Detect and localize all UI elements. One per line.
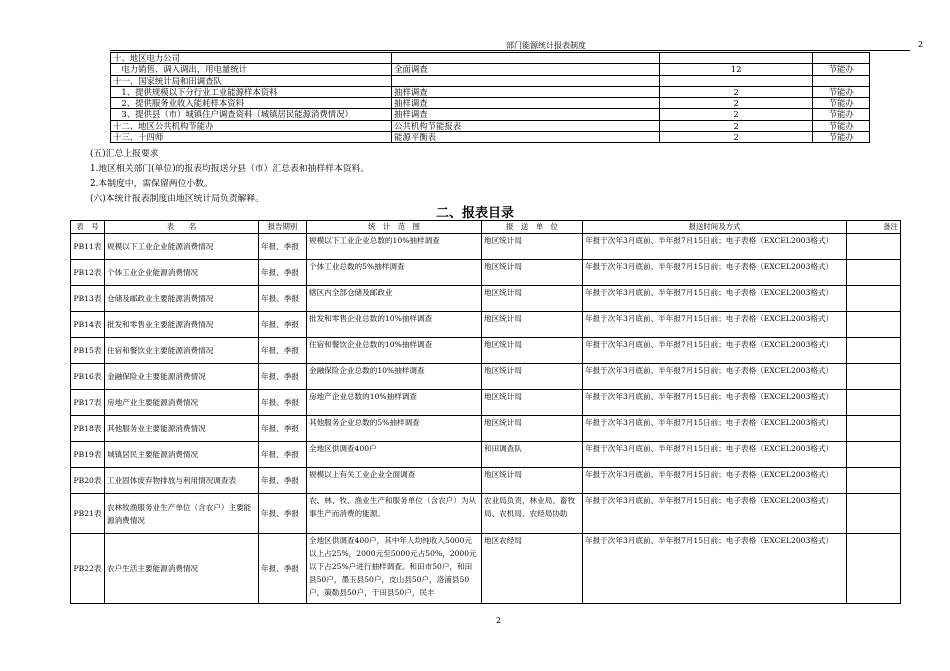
table-row bbox=[111, 64, 870, 75]
table-cell: 年报于次年3月底前、半年报7月15日前；电子表格（EXCEL2003格式） bbox=[583, 312, 847, 338]
table-cell: 年报于次年3月底前、半年报7月15日前；电子表格（EXCEL2003格式） bbox=[583, 364, 847, 390]
table-row bbox=[111, 86, 870, 97]
table-row bbox=[71, 234, 901, 260]
header-title: 部门能源统计报表制度 bbox=[506, 41, 586, 50]
table-cell bbox=[392, 53, 660, 64]
table-cell: PB11表 bbox=[71, 234, 105, 260]
table-cell: 年报、季报 bbox=[259, 390, 307, 416]
remark-cell bbox=[847, 534, 901, 604]
table-cell: 地区统计局 bbox=[482, 468, 583, 494]
catalog-header-row bbox=[71, 221, 901, 234]
table-row bbox=[71, 494, 901, 534]
table-cell: 工业固体废弃物排放与利用情况调查表 bbox=[105, 468, 259, 494]
table-cell: 仓储及邮政业主要能源消费情况 bbox=[105, 286, 259, 312]
table-cell: 年报于次年3月底前、半年报7月15日前；电子表格（EXCEL2003格式） bbox=[583, 468, 847, 494]
department-report-table bbox=[110, 52, 870, 143]
table-cell: 年报于次年3月底前、半年报7月15日前；电子表格（EXCEL2003格式） bbox=[583, 286, 847, 312]
table-cell: 地区统计局 bbox=[482, 364, 583, 390]
table-cell: 辖区内全部仓储及邮政业 bbox=[307, 286, 482, 312]
remark-cell bbox=[847, 286, 901, 312]
table-cell: 年报于次年3月底前、半年报7月15日前；电子表格（EXCEL2003格式） bbox=[583, 534, 847, 604]
table-cell: 12 bbox=[659, 64, 812, 75]
table-cell: 年报于次年3月底前、半年报7月15日前；电子表格（EXCEL2003格式） bbox=[583, 494, 847, 534]
table-cell bbox=[813, 75, 870, 86]
table-cell: 地区农经局 bbox=[482, 534, 583, 604]
table-cell: PB19表 bbox=[71, 442, 105, 468]
remark-cell bbox=[847, 442, 901, 468]
table-row bbox=[111, 75, 870, 86]
table-cell: 农户生活主要能源消费情况 bbox=[105, 534, 259, 604]
notes-block bbox=[90, 147, 369, 207]
table-row bbox=[71, 260, 901, 286]
table-cell: 年报、季报 bbox=[259, 312, 307, 338]
table-cell: 房地产业主要能源消费情况 bbox=[105, 390, 259, 416]
table-cell bbox=[392, 75, 660, 86]
table-cell: 十一、国家统计局和田调查队 bbox=[111, 75, 392, 86]
table-cell: 年报于次年3月底前、半年报7月15日前；电子表格（EXCEL2003格式） bbox=[583, 260, 847, 286]
table-cell: PB14表 bbox=[71, 312, 105, 338]
table-cell: 规模以下工业企业能源消费情况 bbox=[105, 234, 259, 260]
header-cell: 报告期别 bbox=[259, 221, 307, 234]
table-row bbox=[111, 120, 870, 131]
table-cell: PB13表 bbox=[71, 286, 105, 312]
table-cell: 节能办 bbox=[813, 86, 870, 97]
table-cell: 地区统计局 bbox=[482, 234, 583, 260]
table-cell: 批发和零售企业总数的10%抽样调查 bbox=[307, 312, 482, 338]
table-cell: 十二、地区公共机构节能办 bbox=[111, 120, 392, 131]
table-cell: 住宿和餐饮企业总数的10%抽样调查 bbox=[307, 338, 482, 364]
header-rule bbox=[110, 50, 910, 51]
note-line: (六)本统计报表制度由地区统计局负责解释。 bbox=[90, 194, 265, 204]
table-cell: 2 bbox=[659, 132, 812, 143]
table-cell: 其他服务业主要能源消费情况 bbox=[105, 416, 259, 442]
table-cell: 金融保险企业总数的10%抽样调查 bbox=[307, 364, 482, 390]
table-cell: 全地区供调查400户，其中年人均纯收入5000元以上占25%，2000元至5000元占50%，2000元以下占25%户进行抽样调查。和田市50户，和田县50户，墨玉县50户，皮山县50户，洛浦县50户，策勒县50户，于田县50户，民丰 bbox=[307, 534, 482, 604]
table-cell: 城镇居民主要能源消费情况 bbox=[105, 442, 259, 468]
table-cell: 个体工业企业能源消费情况 bbox=[105, 260, 259, 286]
table-cell: 节能办 bbox=[813, 109, 870, 120]
table-cell bbox=[659, 75, 812, 86]
table-cell: 年报、季报 bbox=[259, 234, 307, 260]
table-cell: PB12表 bbox=[71, 260, 105, 286]
table-cell: 年报于次年3月底前、半年报7月15日前；电子表格（EXCEL2003格式） bbox=[583, 338, 847, 364]
table-cell: PB16表 bbox=[71, 364, 105, 390]
table-cell: 地区统计局 bbox=[482, 390, 583, 416]
table-cell: 全地区供调查400户 bbox=[307, 442, 482, 468]
table-cell: 年报、季报 bbox=[259, 494, 307, 534]
table-cell: 和田调查队 bbox=[482, 442, 583, 468]
table-cell: 2 bbox=[659, 86, 812, 97]
table-cell: 个体工业总数的5%抽样调查 bbox=[307, 260, 482, 286]
table-cell: 节能办 bbox=[813, 64, 870, 75]
table-cell: 年报于次年3月底前、半年报7月15日前；电子表格（EXCEL2003格式） bbox=[583, 234, 847, 260]
remark-cell bbox=[847, 312, 901, 338]
table-cell: 规模以下工业企业总数的10%抽样调查 bbox=[307, 234, 482, 260]
table-cell: 全面调查 bbox=[392, 64, 660, 75]
remark-cell bbox=[847, 234, 901, 260]
table-row bbox=[71, 312, 901, 338]
note-line: (五)汇总上报要求 bbox=[90, 149, 159, 159]
table-cell: 节能办 bbox=[813, 132, 870, 143]
remark-cell bbox=[847, 364, 901, 390]
table-cell: 其他服务企业总数的5%抽样调查 bbox=[307, 416, 482, 442]
table-cell: 十、地区电力公司 bbox=[111, 53, 392, 64]
header-cell: 报送时间及方式 bbox=[583, 221, 847, 234]
table-cell: 地区统计局 bbox=[482, 286, 583, 312]
report-catalog-table bbox=[70, 220, 901, 604]
header-cell: 报 送 单 位 bbox=[482, 221, 583, 234]
table-cell: 公共机构节能报表 bbox=[392, 120, 660, 131]
table-cell: 十三、十四师 bbox=[111, 132, 392, 143]
header-page-number: 2 bbox=[918, 40, 924, 49]
table-row bbox=[111, 109, 870, 120]
remark-cell bbox=[847, 338, 901, 364]
table-cell: 金融保险业主要能源消费情况 bbox=[105, 364, 259, 390]
table-cell: PB22表 bbox=[71, 534, 105, 604]
table-cell: 住宿和餐饮业主要能源消费情况 bbox=[105, 338, 259, 364]
table-cell: 抽样调查 bbox=[392, 98, 660, 109]
header-cell: 统 计 范 围 bbox=[307, 221, 482, 234]
remark-cell bbox=[847, 468, 901, 494]
table-cell: PB18表 bbox=[71, 416, 105, 442]
table-row bbox=[71, 416, 901, 442]
table-cell: 年报、季报 bbox=[259, 468, 307, 494]
table-cell: 2、提供服务业收入能耗样本资料 bbox=[111, 98, 392, 109]
table-cell: PB17表 bbox=[71, 390, 105, 416]
table-cell: 抽样调查 bbox=[392, 109, 660, 120]
table-cell: 农、林、牧、渔业生产和服务单位（含农户）为从事生产而消费的能源。 bbox=[307, 494, 482, 534]
header-cell: 表 号 bbox=[71, 221, 105, 234]
table-row bbox=[71, 286, 901, 312]
table-cell: 2 bbox=[659, 109, 812, 120]
table-row bbox=[71, 442, 901, 468]
table-row bbox=[71, 364, 901, 390]
table-cell: 2 bbox=[659, 98, 812, 109]
remark-cell bbox=[847, 390, 901, 416]
table-cell: 电力销售、调入调出，用电量统计 bbox=[111, 64, 392, 75]
remark-cell bbox=[847, 416, 901, 442]
table-cell: 年报、季报 bbox=[259, 442, 307, 468]
table-cell: 年报于次年3月底前、半年报7月15日前；电子表格（EXCEL2003格式） bbox=[583, 390, 847, 416]
table-cell: PB15表 bbox=[71, 338, 105, 364]
table-row bbox=[111, 98, 870, 109]
table-cell: 3、提供县（市）城镇住户调查资料（城镇居民能源消费情况） bbox=[111, 109, 392, 120]
table-cell: 年报于次年3月底前、半年报7月15日前；电子表格（EXCEL2003格式） bbox=[583, 442, 847, 468]
table-cell: 地区统计局 bbox=[482, 416, 583, 442]
table-row bbox=[71, 534, 901, 604]
table-cell: 年报、季报 bbox=[259, 260, 307, 286]
header-cell: 表 名 bbox=[105, 221, 259, 234]
table-cell: 规模以上有关工业企业全面调查 bbox=[307, 468, 482, 494]
table-row bbox=[71, 338, 901, 364]
table-row bbox=[111, 53, 870, 64]
table-cell: 节能办 bbox=[813, 98, 870, 109]
table-cell: 年报、季报 bbox=[259, 364, 307, 390]
note-line: 2.本制度中，需保留两位小数。 bbox=[90, 179, 213, 189]
table-row bbox=[71, 468, 901, 494]
table-cell bbox=[659, 53, 812, 64]
table-cell: 农业局负责，林业局、畜牧局、农机局、农经局协助 bbox=[482, 494, 583, 534]
table-row bbox=[71, 390, 901, 416]
footer-page-number: 2 bbox=[496, 616, 502, 625]
table-cell: 年报于次年3月底前、半年报7月15日前；电子表格（EXCEL2003格式） bbox=[583, 416, 847, 442]
table-cell: 批发和零售业主要能源消费情况 bbox=[105, 312, 259, 338]
table-cell: 房地产企业总数的10%抽样调查 bbox=[307, 390, 482, 416]
table-cell: 年报、季报 bbox=[259, 286, 307, 312]
table-cell: 地区统计局 bbox=[482, 260, 583, 286]
table-cell: 农林牧渔服务业生产单位（含农户）主要能源消费情况 bbox=[105, 494, 259, 534]
table-cell: 1、提供规模以下分行业工业能源样本资料 bbox=[111, 86, 392, 97]
table-row bbox=[111, 132, 870, 143]
table-cell: 2 bbox=[659, 120, 812, 131]
table-cell: 地区统计局 bbox=[482, 312, 583, 338]
table-cell: PB21表 bbox=[71, 494, 105, 534]
remark-cell bbox=[847, 260, 901, 286]
table-cell: 能源平衡表 bbox=[392, 132, 660, 143]
table-cell: 节能办 bbox=[813, 120, 870, 131]
table-cell bbox=[813, 53, 870, 64]
table-cell: 地区统计局 bbox=[482, 338, 583, 364]
table-cell: 年报、季报 bbox=[259, 338, 307, 364]
table-cell: 抽样调查 bbox=[392, 86, 660, 97]
table-cell: 年报、季报 bbox=[259, 416, 307, 442]
remark-cell bbox=[847, 494, 901, 534]
section-title: 二、报表目录 bbox=[435, 206, 514, 221]
header-cell: 备注 bbox=[847, 221, 901, 234]
table-cell: PB20表 bbox=[71, 468, 105, 494]
note-line: 1.地区相关部门(单位)的报表均报送分县（市）汇总表和抽样样本资料。 bbox=[90, 164, 370, 174]
table-cell: 年报、季报 bbox=[259, 534, 307, 604]
